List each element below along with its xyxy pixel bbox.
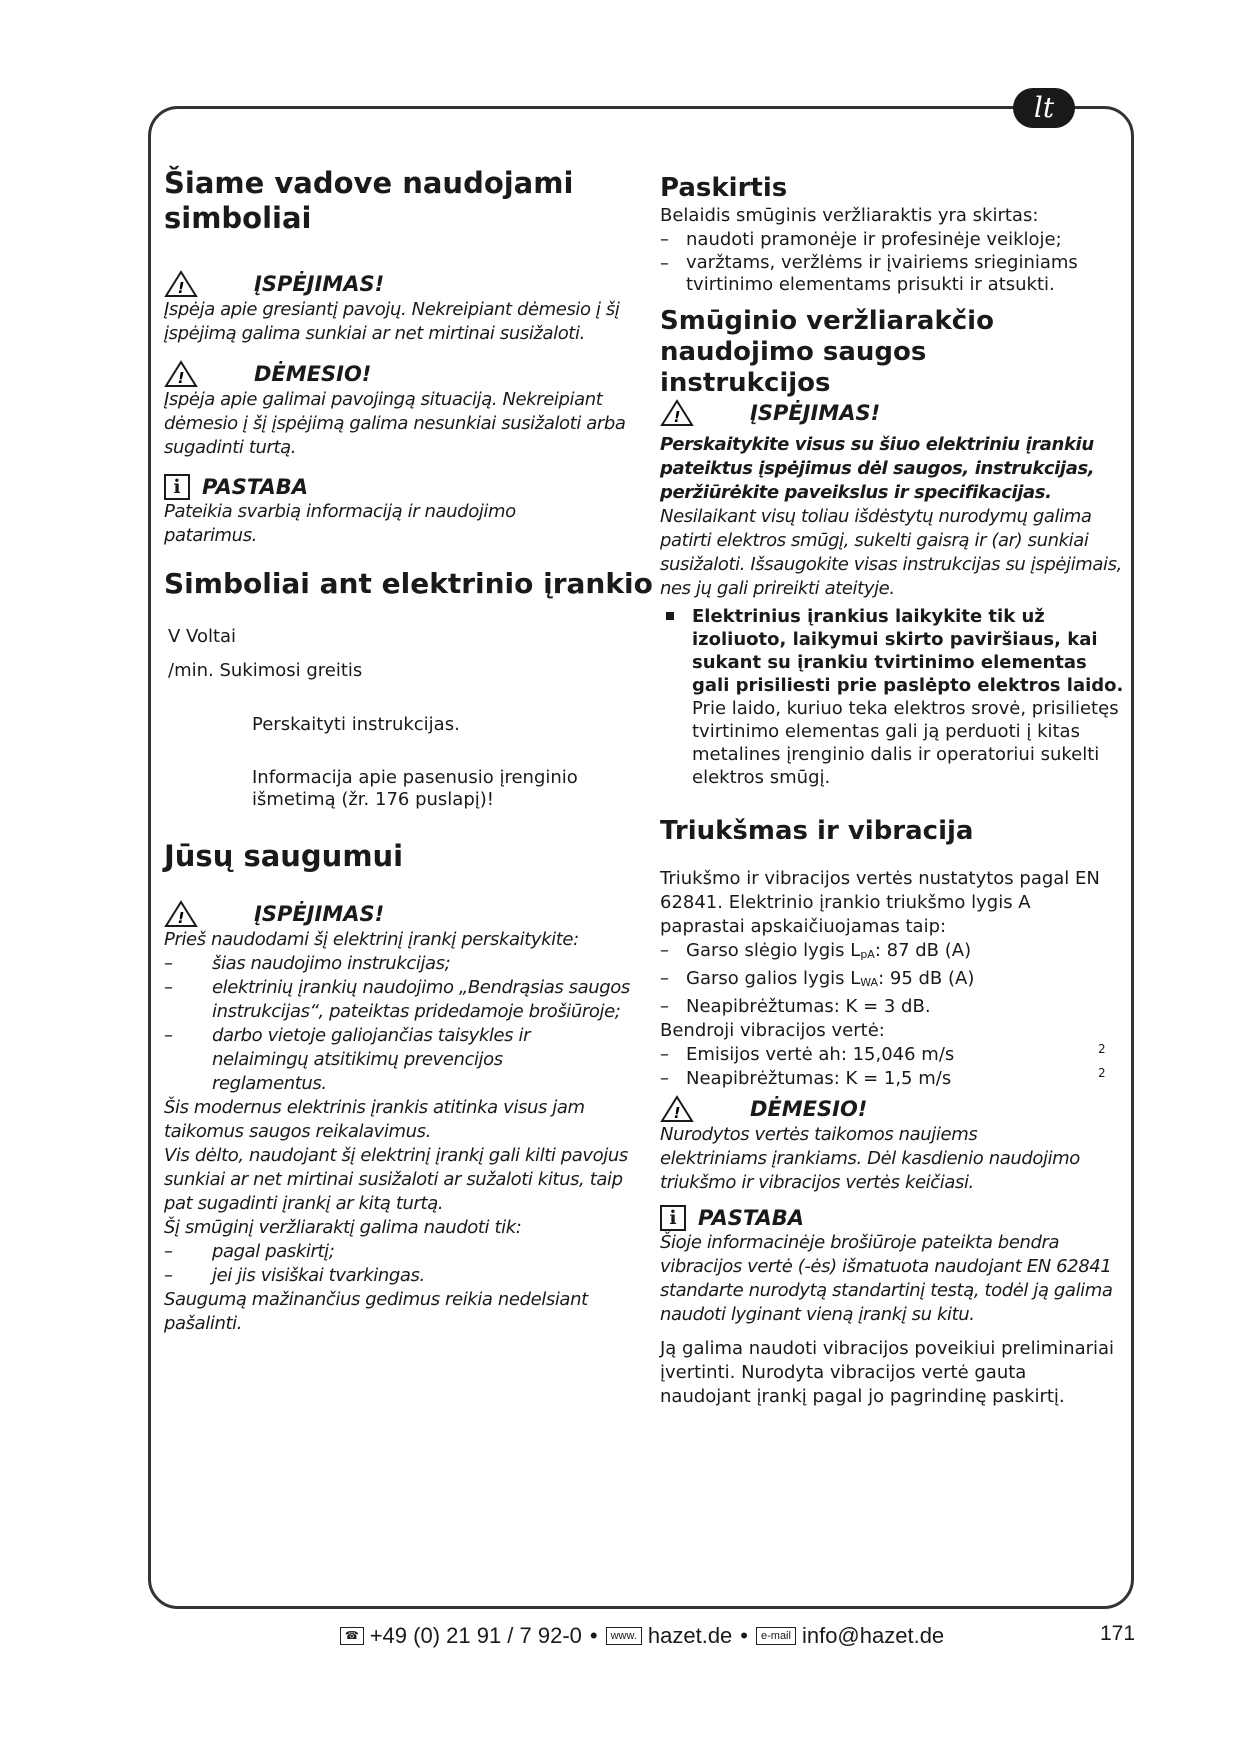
svg-text:!: !	[177, 909, 185, 927]
info-icon: i	[164, 474, 190, 500]
impact-warning-text: Nesilaikant visų toliau išdėstytų nurodymų galima patirti elektros smūgį, sukelti gaisrą ir (ar) sunkiai susižaloti. Išsaugokite visas instrukcijas su įspėjimais, nes jų gali prireikti ateityje.	[660, 506, 1122, 599]
list-item: – darbo vietoje galiojančias taisykles ir nelaimingų atsitikimų prevencijos reglamentus.	[164, 1025, 531, 1094]
noise-heading: Triukšmas ir vibracija	[660, 816, 974, 846]
list-item: Elektrinius įrankius laikykite tik už izoliuoto, laikymui skirto paviršiaus, kai sukant su įrankiu tvirtinimo elementas gali prisiliesti prie paslėpto elektros laido. Prie laido, kuriuo teka elektros srovė, prisilietęs tvirtinimo elementas gali ją perduoti į kitas metalines įrenginio dalis ir operatoriui sukelti elektros smūgį.	[660, 605, 1125, 789]
noise-note-text: Šioje informacinėje brošiūroje pateikta bendra vibracijos vertė (-ės) išmatuota naudojant EN 62841 standarte nurodytą standartinį testą, todėl ją galima naudoti lyginant vieną įrankį su kitu.	[660, 1232, 1113, 1325]
safety-para-4: Saugumą mažinančius gedimus reikia nedelsiant pašalinti.	[164, 1289, 588, 1334]
symbol-read-instructions: Perskaityti instrukcijas.	[252, 714, 460, 735]
footer-email[interactable]: info@hazet.de	[801, 1623, 945, 1648]
vibration-intro: Bendroji vibracijos vertė:	[660, 1020, 885, 1041]
noise-caution-heading: ! DĖMESIO!	[660, 1095, 1125, 1123]
list-item: – varžtams, veržlėms ir įvairiems srieginiams tvirtinimo elementams prisukti ir atsukti.	[660, 252, 1078, 295]
list-item: – Garso galios lygis $L_{WA}$: 95 dB (A)	[660, 968, 975, 989]
web-icon: www.	[606, 1627, 642, 1645]
page-number: 171	[1100, 1622, 1136, 1645]
impact-warning-bold: Perskaitykite visus su šiuo elektriniu įrankiu pateiktus įspėjimus dėl saugos, instrukcijas, peržiūrėkite paveikslus ir specifikacijas.	[660, 434, 1095, 503]
svg-text:!: !	[673, 408, 681, 426]
bullet-square-icon	[666, 612, 674, 620]
svg-text:!: !	[673, 1104, 681, 1122]
list-item: – Garso slėgio lygis $L_{pA}$: 87 dB (A)	[660, 940, 972, 961]
list-item: – elektrinių įrankių naudojimo „Bendrąsias saugos instrukcijas“, pateiktas pridedamoje brošiūroje;	[164, 977, 630, 1022]
tool-symbols-heading: Simboliai ant elektrinio įrankio	[164, 567, 653, 600]
warning-triangle-icon	[660, 1095, 694, 1123]
purpose-intro: Belaidis smūginis veržliaraktis yra skirtas:	[660, 205, 1039, 226]
warning-triangle-icon	[164, 900, 198, 928]
safety-para-3: Šį smūginį veržliaraktį galima naudoti tik:	[164, 1217, 522, 1238]
safety-para-2: Vis dėlto, naudojant šį elektrinį įrankį gali kilti pavojus sunkiai ar net mirtinai susižaloti ar sužaloti kitus, taip pat sugadinti įrankį ar kitą turtą.	[164, 1145, 628, 1214]
right-column	[660, 172, 1125, 1409]
caution-heading: ! DĖMESIO!	[164, 360, 634, 388]
note-text: Pateikia svarbią informaciją ir naudojimo patarimus.	[164, 501, 516, 546]
note-heading: i PASTABA	[164, 474, 634, 500]
impact-warning-heading: ! ĮSPĖJIMAS!	[660, 399, 1125, 427]
email-icon: e-mail	[756, 1627, 796, 1645]
symbol-disposal: Informacija apie pasenusio įrenginio išmetimą (žr. 176 puslapį)!	[252, 767, 578, 810]
warning-triangle-icon	[164, 360, 198, 388]
purpose-heading: Paskirtis	[660, 173, 788, 203]
list-item: – jei jis visiškai tvarkingas.	[164, 1265, 425, 1286]
warning-triangle-icon	[164, 270, 198, 298]
safety-para-1: Šis modernus elektrinis įrankis atitinka visus jam taikomus saugos reikalavimus.	[164, 1097, 585, 1142]
list-item: – naudoti pramonėje ir profesinėje veikloje;	[660, 229, 1062, 250]
footer-website[interactable]: hazet.de	[647, 1623, 733, 1648]
warning-heading: ! ĮSPĖJIMAS!	[164, 270, 634, 298]
noise-caution-text: Nurodytos vertės taikomos naujiems elektriniams įrankiams. Dėl kasdienio naudojimo triukšmo ir vibracijos vertės keičiasi.	[660, 1124, 1080, 1193]
left-column	[164, 166, 653, 1336]
noise-note-heading: i PASTABA	[660, 1205, 1125, 1231]
closing-text: Ją galima naudoti vibracijos poveikiui preliminariai įvertinti. Nurodyta vibracijos vertė gauta naudojant įrankį pagal jo pagrindinę paskirtį.	[660, 1338, 1115, 1407]
svg-text:!: !	[177, 279, 185, 297]
list-item: – šias naudojimo instrukcijas;	[164, 953, 451, 974]
noise-intro: Triukšmo ir vibracijos vertės nustatytos pagal EN 62841. Elektrinio įrankio triukšmo lygis A paprastai apskaičiuojamas taip:	[660, 868, 1100, 937]
symbol-voltage: V Voltai	[168, 626, 237, 647]
footer-phone: +49 (0) 21 91 / 7 92-0	[369, 1623, 582, 1648]
phone-icon: ☎	[340, 1627, 364, 1645]
list-item: – Emisijos vertė ah: 15,046 m/s 2	[660, 1042, 1106, 1065]
list-item: – Neapibrėžtumas: K = 3 dB.	[660, 996, 931, 1017]
warning-triangle-icon	[660, 399, 694, 427]
symbols-heading: Šiame vadove naudojami simboliai	[164, 166, 574, 235]
impact-safety-heading: Smūginio veržliarakčio naudojimo saugos instrukcijos	[660, 306, 994, 398]
symbol-speed: /min. Sukimosi greitis	[168, 660, 363, 681]
list-item: – pagal paskirtį;	[164, 1241, 335, 1262]
caution-text: Įspėja apie galimai pavojingą situaciją. Nekreipiant dėmesio į šį įspėjimą galima nesunkiai susižaloti arba sugadinti turtą.	[164, 389, 626, 458]
list-item: – Neapibrėžtumas: K = 1,5 m/s 2	[660, 1066, 1106, 1089]
safety-heading: Jūsų saugumui	[164, 839, 404, 873]
warning-text: Įspėja apie gresiantį pavojų. Nekreipiant dėmesio į šį įspėjimą galima sunkiai ar net mirtinai susižaloti.	[164, 299, 620, 344]
language-badge: lt	[1013, 88, 1075, 128]
safety-warning-heading: ! ĮSPĖJIMAS!	[164, 900, 634, 928]
footer-contact: ☎ +49 (0) 21 91 / 7 92-0 • www. hazet.de • e-mail info@hazet.de	[340, 1622, 960, 1650]
info-icon: i	[660, 1205, 686, 1231]
safety-intro: Prieš naudodami šį elektrinį įrankį perskaitykite:	[164, 929, 579, 950]
svg-text:!: !	[177, 369, 185, 387]
